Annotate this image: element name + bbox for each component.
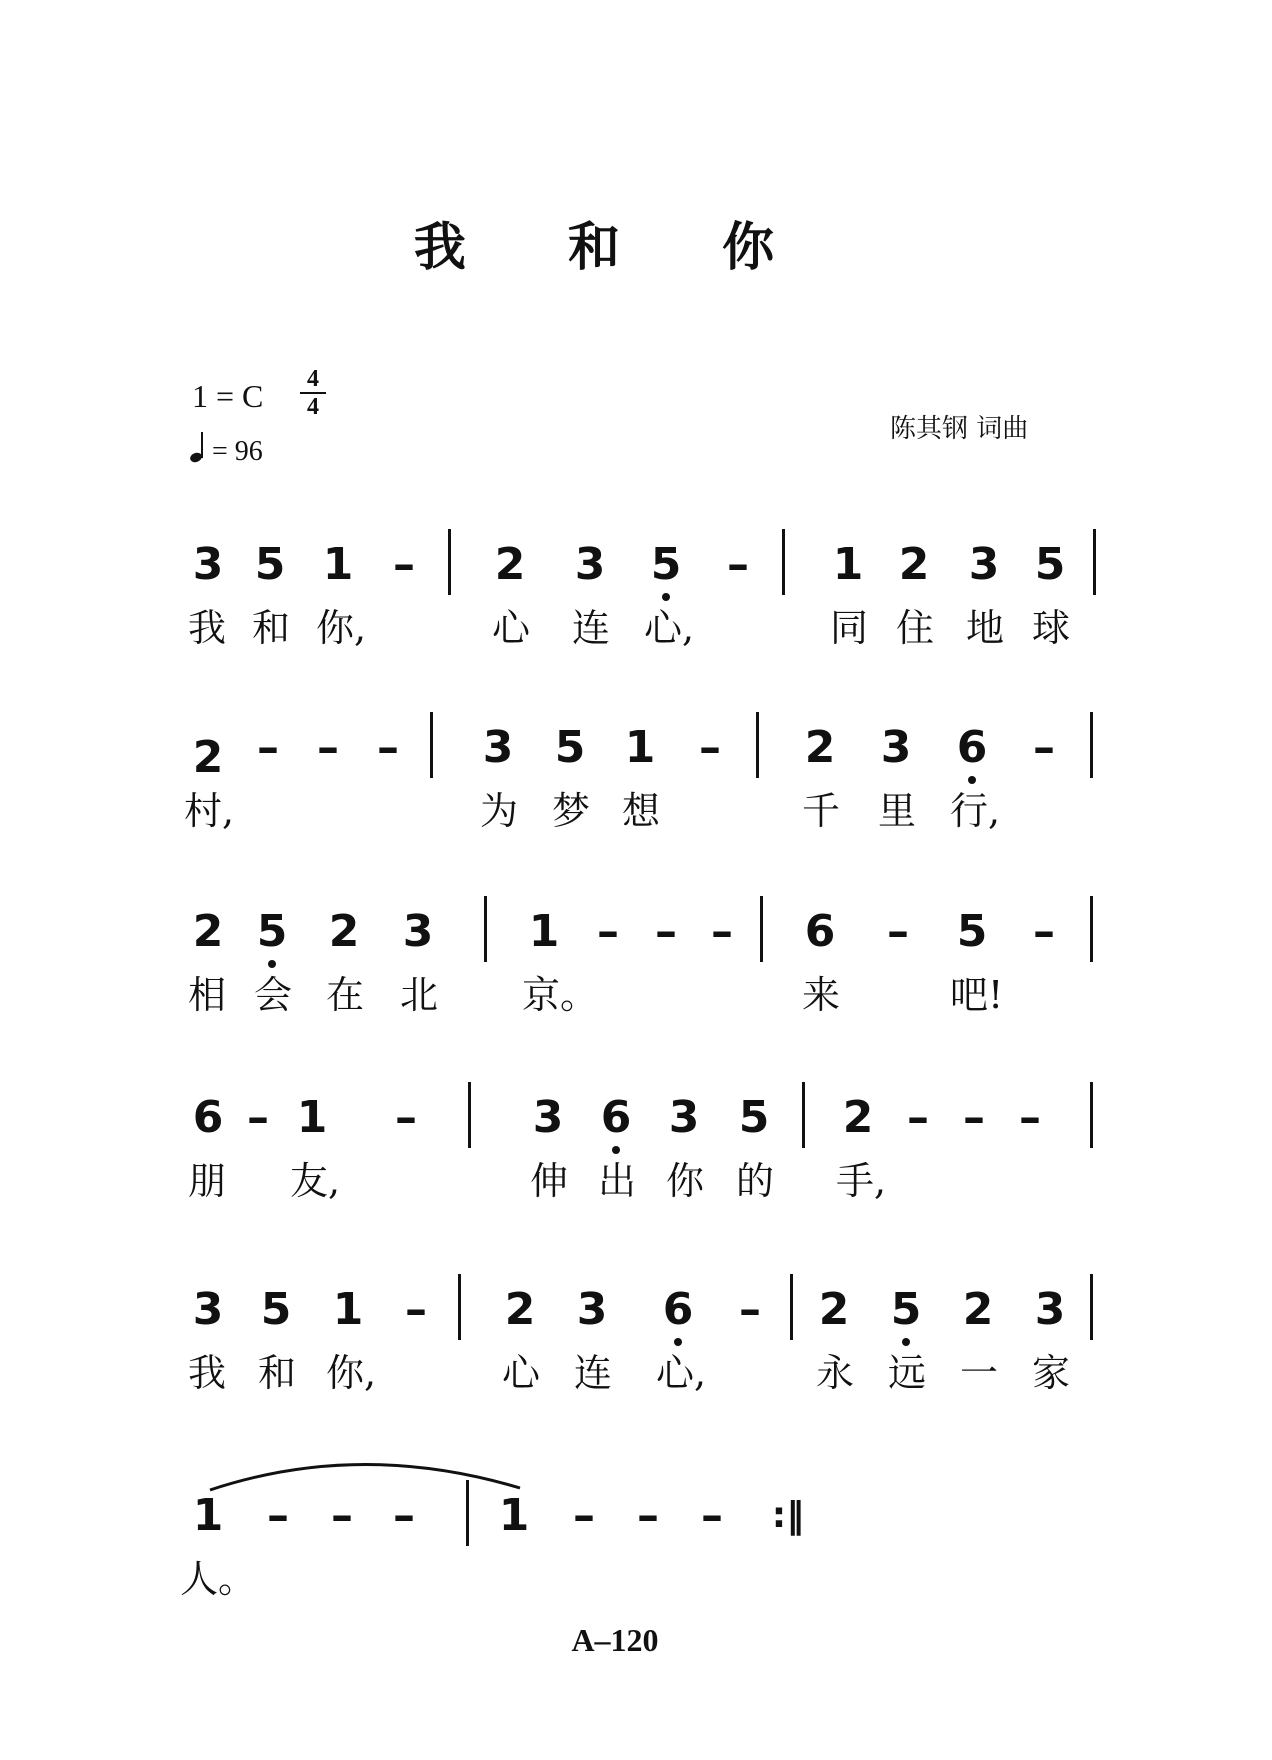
barline xyxy=(430,712,433,778)
lyric: 我 xyxy=(187,606,226,650)
note-low: 6 xyxy=(954,718,990,778)
note: 2 xyxy=(898,539,930,590)
note-dash: – xyxy=(711,906,733,957)
lyric: 我 xyxy=(187,1351,226,1395)
lyric: 心, xyxy=(644,606,695,650)
lyric: 同 xyxy=(829,606,868,650)
note: 1 xyxy=(322,539,354,590)
lyric: 你 xyxy=(665,1159,704,1203)
page-number: A–120 xyxy=(571,1622,659,1658)
lyric: 你, xyxy=(316,606,367,650)
note-dash: – xyxy=(393,1490,415,1541)
lyric: 友, xyxy=(290,1159,341,1203)
time-signature-bottom: 4 xyxy=(307,394,319,420)
note: 6 xyxy=(804,906,836,957)
note-dash: – xyxy=(1033,722,1055,773)
note-dash: – xyxy=(727,539,749,590)
lyric: 村, xyxy=(184,789,235,833)
barline xyxy=(484,896,487,962)
note: 3 xyxy=(880,722,912,773)
note: 3 xyxy=(532,1092,564,1143)
lyric: 相 xyxy=(187,973,226,1017)
note: 2 xyxy=(504,1284,536,1335)
barline xyxy=(468,1082,471,1148)
note-low: 5 xyxy=(254,902,290,962)
key-signature: 1 = C xyxy=(192,378,264,414)
lyric: 梦 xyxy=(551,789,590,833)
lyric: 和 xyxy=(257,1351,296,1395)
quarter-note-icon xyxy=(190,432,206,462)
lyric: 来 xyxy=(801,973,840,1017)
lyric: 朋 xyxy=(187,1159,226,1203)
note-dash: – xyxy=(739,1284,761,1335)
time-signature-top: 4 xyxy=(307,366,319,392)
lyric: 吧! xyxy=(950,973,1004,1017)
barline xyxy=(790,1274,793,1340)
note: 2 xyxy=(494,539,526,590)
barline xyxy=(1090,1274,1093,1340)
note-dash: – xyxy=(1033,906,1055,957)
score-row-3 xyxy=(187,902,1110,1022)
barline xyxy=(466,1480,469,1546)
lyric: 住 xyxy=(895,606,934,650)
note-dash: – xyxy=(405,1284,427,1335)
lyric: 远 xyxy=(887,1351,926,1395)
note: 3 xyxy=(968,539,1000,590)
note-low: 5 xyxy=(888,1280,924,1340)
lyric: 永 xyxy=(815,1351,854,1395)
note-dash: – xyxy=(247,1092,269,1143)
note-low: 6 xyxy=(660,1280,696,1340)
note-dash: – xyxy=(963,1092,985,1143)
lyric: 伸 xyxy=(529,1159,568,1203)
lyric: 在 xyxy=(325,973,364,1017)
score-row-4 xyxy=(187,1088,1110,1208)
note: 2 xyxy=(842,1092,874,1143)
note: 3 xyxy=(402,906,434,957)
barline xyxy=(1090,712,1093,778)
lyric: 和 xyxy=(251,606,290,650)
note: 1 xyxy=(624,722,656,773)
lyric: 行, xyxy=(950,789,1001,833)
note: 2 xyxy=(962,1284,994,1335)
note: 5 xyxy=(1034,539,1066,590)
lyric: 家 xyxy=(1031,1351,1070,1395)
barline xyxy=(448,529,451,595)
lyric: 里 xyxy=(877,789,916,833)
note: 3 xyxy=(482,722,514,773)
composer-credit: 陈其钢 词曲 xyxy=(890,414,1029,444)
note: 1 xyxy=(498,1490,530,1541)
note: 2 xyxy=(328,906,360,957)
lyric: 想 xyxy=(621,789,660,833)
lyric: 连 xyxy=(571,606,610,650)
lyric: 北 xyxy=(399,973,438,1017)
barline xyxy=(1090,896,1093,962)
note-dash: – xyxy=(701,1490,723,1541)
lyric: 手, xyxy=(836,1159,887,1203)
note: 1 xyxy=(296,1092,328,1143)
note: 2 xyxy=(818,1284,850,1335)
note: 2 xyxy=(192,732,224,783)
barline xyxy=(802,1082,805,1148)
note: 1 xyxy=(332,1284,364,1335)
lyric: 为 xyxy=(479,789,518,833)
tempo-marking xyxy=(190,432,263,468)
lyric: 京。 xyxy=(522,973,599,1017)
lyric: 千 xyxy=(801,789,840,833)
note: 2 xyxy=(192,906,224,957)
lyric: 心 xyxy=(491,606,530,650)
barline xyxy=(458,1274,461,1340)
lyric: 一 xyxy=(959,1351,998,1395)
note-dash: – xyxy=(655,906,677,957)
lyric: 球 xyxy=(1031,606,1070,650)
note: 5 xyxy=(554,722,586,773)
note: 6 xyxy=(192,1092,224,1143)
note: 2 xyxy=(804,722,836,773)
note: 3 xyxy=(192,1284,224,1335)
note: 1 xyxy=(192,1490,224,1541)
note: 1 xyxy=(528,906,560,957)
note: 5 xyxy=(956,906,988,957)
time-signature xyxy=(300,368,326,418)
note-dash: – xyxy=(637,1490,659,1541)
note-dash: – xyxy=(597,906,619,957)
note-dash: – xyxy=(317,722,339,773)
note: 3 xyxy=(574,539,606,590)
lyric: 心 xyxy=(501,1351,540,1395)
barline xyxy=(760,896,763,962)
barline xyxy=(1090,1082,1093,1148)
note-dash: – xyxy=(573,1490,595,1541)
note-dash: – xyxy=(395,1092,417,1143)
lyric: 出 xyxy=(597,1159,636,1203)
tempo-value: = 96 xyxy=(212,436,263,467)
note: 5 xyxy=(254,539,286,590)
note: 3 xyxy=(576,1284,608,1335)
song-title: 我 和 你 xyxy=(413,218,817,278)
score-row-6 xyxy=(180,1486,1110,1606)
note-low: 5 xyxy=(648,535,684,595)
lyric: 你, xyxy=(326,1351,377,1395)
lyric: 人。 xyxy=(180,1557,257,1601)
lyric: 的 xyxy=(735,1159,774,1203)
note-dash: – xyxy=(257,722,279,773)
note-dash: – xyxy=(907,1092,929,1143)
lyric: 心, xyxy=(656,1351,707,1395)
note-dash: – xyxy=(887,906,909,957)
note: 5 xyxy=(260,1284,292,1335)
barline xyxy=(756,712,759,778)
note-dash: – xyxy=(267,1490,289,1541)
lyric: 会 xyxy=(253,973,292,1017)
note: 3 xyxy=(192,539,224,590)
barline xyxy=(1093,529,1096,595)
note-dash: – xyxy=(699,722,721,773)
note: 3 xyxy=(668,1092,700,1143)
note-low: 6 xyxy=(598,1088,634,1148)
note-dash: – xyxy=(393,539,415,590)
note: 3 xyxy=(1034,1284,1066,1335)
lyric: 连 xyxy=(573,1351,612,1395)
note-dash: – xyxy=(1019,1092,1041,1143)
note-dash: – xyxy=(377,722,399,773)
note: 1 xyxy=(832,539,864,590)
repeat-end-sign: :‖ xyxy=(771,1495,805,1536)
note-dash: – xyxy=(331,1490,353,1541)
score-row-5 xyxy=(187,1280,1110,1400)
note: 5 xyxy=(738,1092,770,1143)
score-row-1 xyxy=(187,535,1110,655)
lyric: 地 xyxy=(965,606,1004,650)
score-row-2 xyxy=(184,718,1110,838)
barline xyxy=(782,529,785,595)
